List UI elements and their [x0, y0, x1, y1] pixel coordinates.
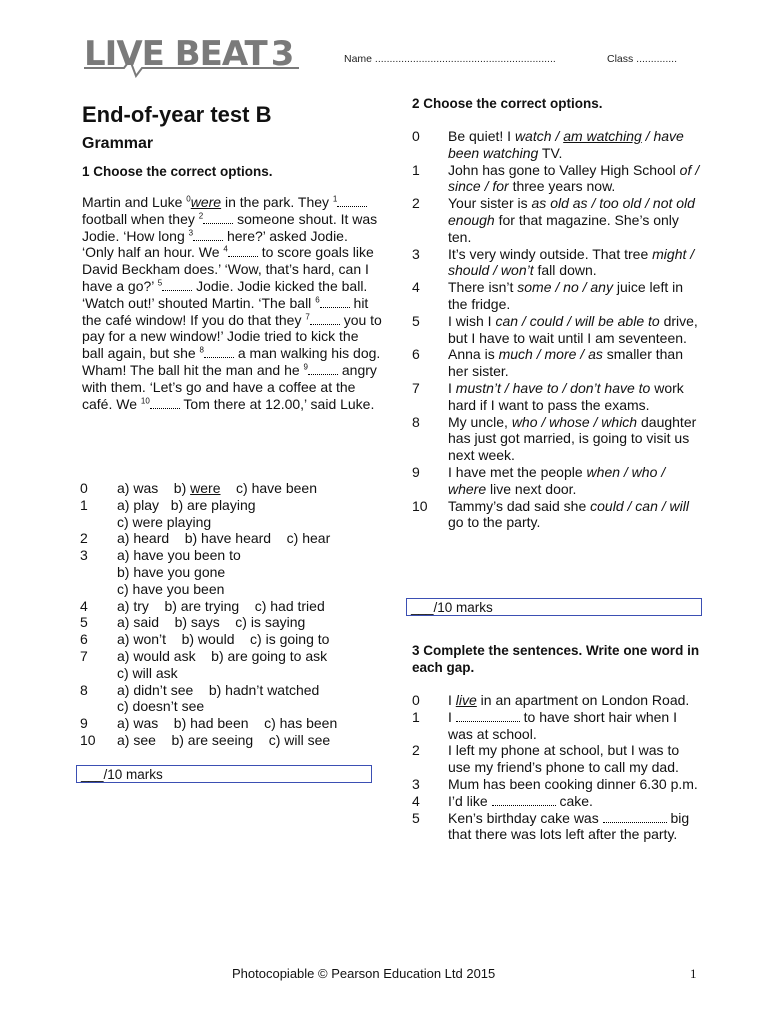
item-number: 5 [80, 614, 88, 631]
sentence-text: daughter has just got married, is going to visit us next week. [448, 413, 697, 464]
option-text: much / more / as [498, 346, 603, 363]
list-item [412, 810, 702, 844]
sentence-text: I have met the people [448, 463, 587, 480]
option-text: might / should / won’t [448, 245, 695, 279]
sentence-text: to have short hair when I was at school. [448, 708, 677, 742]
option-text: live [455, 692, 477, 708]
item-number: 7 [412, 379, 420, 396]
ex1-options [80, 480, 380, 749]
answer-gap[interactable] [337, 196, 367, 207]
option-text: as old as / too old / not old enough [448, 195, 695, 228]
item-number: 5 [412, 809, 420, 826]
list-item [412, 380, 702, 414]
logo-number: 3 [270, 34, 294, 74]
gap-number: 6 [315, 295, 320, 305]
option-row [80, 547, 380, 597]
option-text: when / who / where [448, 463, 666, 497]
item-number: 4 [412, 279, 420, 296]
sentence-text: go to the party. [448, 514, 541, 531]
sentence-text: Tammy’s dad said she [448, 497, 591, 514]
option-row [80, 732, 380, 749]
logo-text: LIVE BEAT [84, 34, 267, 74]
answer-gap[interactable] [150, 398, 180, 409]
list-item [412, 128, 702, 162]
sentence-text: Tom there at 12.00,’ said Luke. [179, 395, 375, 412]
list-item [412, 742, 702, 776]
item-number: 0 [80, 480, 88, 496]
sentence-text: someone shout. It was Jodie. ‘How long [82, 210, 378, 244]
list-item [412, 313, 702, 347]
sentence-text: fall down. [533, 262, 597, 279]
item-number: 2 [412, 195, 420, 212]
sentence-text: hit the café window! If you do that they [82, 294, 369, 328]
footer-copyright: Photocopiable © Pearson Education Ltd 2015 [232, 966, 496, 981]
sentence-text: It’s very windy outside. That tree [448, 245, 653, 262]
item-number: 7 [80, 647, 88, 664]
option-line[interactable]: b) have you gone [117, 563, 226, 580]
option-row [80, 497, 380, 531]
option-text: were [190, 194, 222, 210]
gap-number: 4 [223, 244, 228, 254]
option-text: can / could / will be able to [495, 312, 660, 329]
ex1-marks-box[interactable]: ___/10 marks [76, 765, 372, 783]
item-number: 10 [412, 497, 428, 514]
sentence-text: live next door. [486, 480, 577, 497]
option-row [80, 480, 380, 497]
list-item [412, 709, 702, 743]
sentence-text: a man walking his dog. Wham! The ball hit the man and he [82, 345, 381, 378]
sentence-text: Your sister is [448, 195, 532, 212]
gap-number: 1 [332, 194, 338, 204]
page-title: End-of-year test B [82, 102, 272, 127]
sentence-text: smaller than her sister. [448, 346, 684, 380]
gap-number: 5 [157, 278, 163, 288]
option-row [80, 631, 380, 648]
answer-gap[interactable] [203, 213, 233, 224]
list-item [412, 776, 702, 793]
option-line[interactable]: a) would ask b) are going to ask [117, 647, 328, 664]
answer-gap[interactable] [308, 364, 338, 375]
list-item [412, 793, 702, 810]
option-line[interactable]: a) was b) were c) have been [117, 480, 318, 496]
item-number: 1 [80, 496, 88, 513]
answer-gap[interactable] [603, 812, 667, 823]
item-number: 3 [80, 547, 88, 564]
list-item [412, 162, 702, 196]
section-heading: Grammar [82, 135, 154, 152]
option-row [80, 648, 380, 682]
sentence-text: My uncle, [448, 413, 512, 430]
item-number: 4 [80, 597, 88, 614]
option-text: / have been watching [448, 128, 684, 161]
sentence-text: you to pay for a new window!’ Jodie tried to kick the ball again, but she [82, 311, 382, 362]
option-line[interactable]: a) was b) had been c) has been [117, 715, 338, 732]
answer-gap[interactable] [492, 795, 556, 806]
sentence-text: big that there was lots left after the party. [448, 809, 690, 843]
sentence-text: drive, but I have to wait until I am seventeen. [448, 312, 698, 346]
heartbeat-icon [84, 58, 299, 78]
gap-number: 2 [198, 211, 204, 221]
item-number: 5 [412, 312, 420, 329]
sentence-text: Martin and Luke [82, 194, 187, 210]
list-item [412, 464, 702, 498]
sentence-text: TV. [538, 144, 563, 161]
class-field[interactable]: Class .............. [607, 53, 678, 65]
sentence-text: here?’ asked Jodie. ‘Only half an hour. We [82, 227, 348, 261]
gap-number: 9 [303, 362, 308, 372]
sentence-text: to score goals like David Beckham does.’ ‘Wow, that’s hard, can I have a go?’ [82, 244, 374, 294]
sentence-text: I [448, 692, 456, 708]
sentence-text: Jodie. Jodie kicked the ball. ‘Watch out!’ shouted Martin. ‘The ball [82, 277, 368, 311]
gap-number: 7 [305, 311, 310, 321]
sentence-text: Anna is [448, 346, 499, 363]
ex3-items [412, 692, 702, 843]
gap-number: 0 [186, 194, 191, 204]
option-line[interactable]: a) heard b) have heard c) hear [117, 530, 331, 547]
gap-number: 3 [188, 227, 194, 237]
item-number: 3 [412, 775, 420, 792]
name-field[interactable]: Name .............................................................. [344, 53, 556, 65]
list-item [412, 692, 702, 709]
list-item [412, 346, 702, 380]
sentence-text: angry with them. ‘Let’s go and have a coffee at the café. We [82, 361, 377, 412]
item-number: 9 [80, 715, 88, 732]
sentence-text: I [448, 379, 456, 396]
answer-gap[interactable] [310, 314, 340, 325]
ex1-heading: 1 Choose the correct options. [82, 164, 273, 179]
option-line[interactable]: c) doesn’t see [117, 698, 205, 715]
option-text: who / whose / which [511, 413, 638, 430]
sentence-text: Be quiet! I [448, 128, 515, 144]
item-number: 0 [412, 128, 420, 144]
gap-number: 10 [140, 395, 150, 405]
list-item [412, 195, 702, 245]
option-text: some / no / any [517, 279, 613, 296]
option-line[interactable]: c) were playing [117, 513, 212, 530]
option-text: could / can / will [590, 497, 689, 514]
answer-gap[interactable] [320, 297, 350, 308]
option-line[interactable]: a) didn’t see b) hadn’t watched [117, 681, 320, 698]
ex3-heading: 3 Complete the sentences. Write one word in each gap. [412, 643, 700, 675]
sentence-text: There isn’t [448, 279, 518, 296]
sentence-text: for that magazine. She’s only ten. [448, 211, 679, 245]
item-number: 9 [412, 463, 420, 480]
item-number: 8 [412, 413, 420, 430]
live-beat-logo [84, 34, 293, 74]
item-number: 2 [80, 530, 88, 547]
option-row [80, 598, 380, 615]
answer-gap[interactable] [228, 246, 258, 257]
sentence-text: I [448, 708, 456, 725]
option-text: watch / [514, 128, 564, 144]
sentence-text: football when they [82, 210, 199, 227]
option-text: am watching [563, 128, 642, 144]
item-number: 1 [412, 708, 420, 725]
item-number: 3 [412, 245, 420, 262]
option-row [80, 530, 380, 547]
option-line[interactable]: a) play b) are playing [117, 496, 256, 513]
sentence-text: John has gone to Valley High School [448, 161, 680, 178]
ex1-paragraph [82, 194, 382, 412]
option-line[interactable]: a) won’t b) would c) is going to [117, 631, 330, 648]
answer-gap[interactable] [162, 280, 192, 291]
answer-gap[interactable] [193, 230, 223, 241]
answer-gap[interactable] [204, 347, 234, 358]
sentence-text: I left my phone at school, but I was to use my friend’s phone to call my dad. [448, 742, 680, 776]
option-row [80, 715, 380, 732]
ex2-items [412, 128, 702, 531]
item-number: 8 [80, 681, 88, 698]
sentence-text: work hard if I want to pass the exams. [448, 379, 684, 413]
option-line[interactable]: a) see b) are seeing c) will see [117, 731, 331, 748]
sentence-text: I wish I [448, 312, 496, 329]
sentence-text: I’d like [448, 792, 492, 809]
sentence-text: three years now. [508, 178, 616, 195]
sentence-text: cake. [555, 792, 593, 809]
sentence-text: juice left in the fridge. [448, 279, 684, 312]
sentence-text: in the park. They [221, 194, 333, 210]
page-number: 1 [690, 966, 697, 981]
option-row [80, 614, 380, 631]
sentence-text: Mum has been cooking dinner 6.30 p.m. [448, 775, 698, 792]
option-row [80, 682, 380, 716]
list-item [412, 414, 702, 464]
item-number: 6 [412, 346, 420, 363]
item-number: 4 [412, 792, 420, 809]
ex2-marks-box[interactable]: ___/10 marks [406, 598, 702, 616]
option-line[interactable]: a) have you been to [117, 547, 241, 564]
gap-number: 8 [199, 345, 204, 355]
option-text: of / since / for [448, 161, 700, 195]
answer-gap[interactable] [456, 711, 520, 722]
item-number: 6 [80, 631, 88, 648]
option-text: mustn’t / have to / don’t have to [455, 379, 651, 396]
item-number: 2 [412, 742, 420, 759]
ex2-heading: 2 Choose the correct options. [412, 96, 603, 111]
list-item [412, 498, 702, 532]
item-number: 10 [80, 731, 96, 748]
item-number: 0 [412, 692, 420, 708]
option-line[interactable]: a) try b) are trying c) had tried [117, 597, 325, 614]
option-line[interactable]: a) said b) says c) is saying [117, 614, 306, 631]
option-line[interactable]: c) have you been [117, 580, 225, 597]
option-line[interactable]: c) will ask [117, 664, 178, 681]
sentence-text: in an apartment on London Road. [476, 692, 690, 708]
item-number: 1 [412, 161, 420, 178]
sentence-text: Ken’s birthday cake was [448, 809, 603, 826]
list-item [412, 279, 702, 313]
list-item [412, 246, 702, 280]
